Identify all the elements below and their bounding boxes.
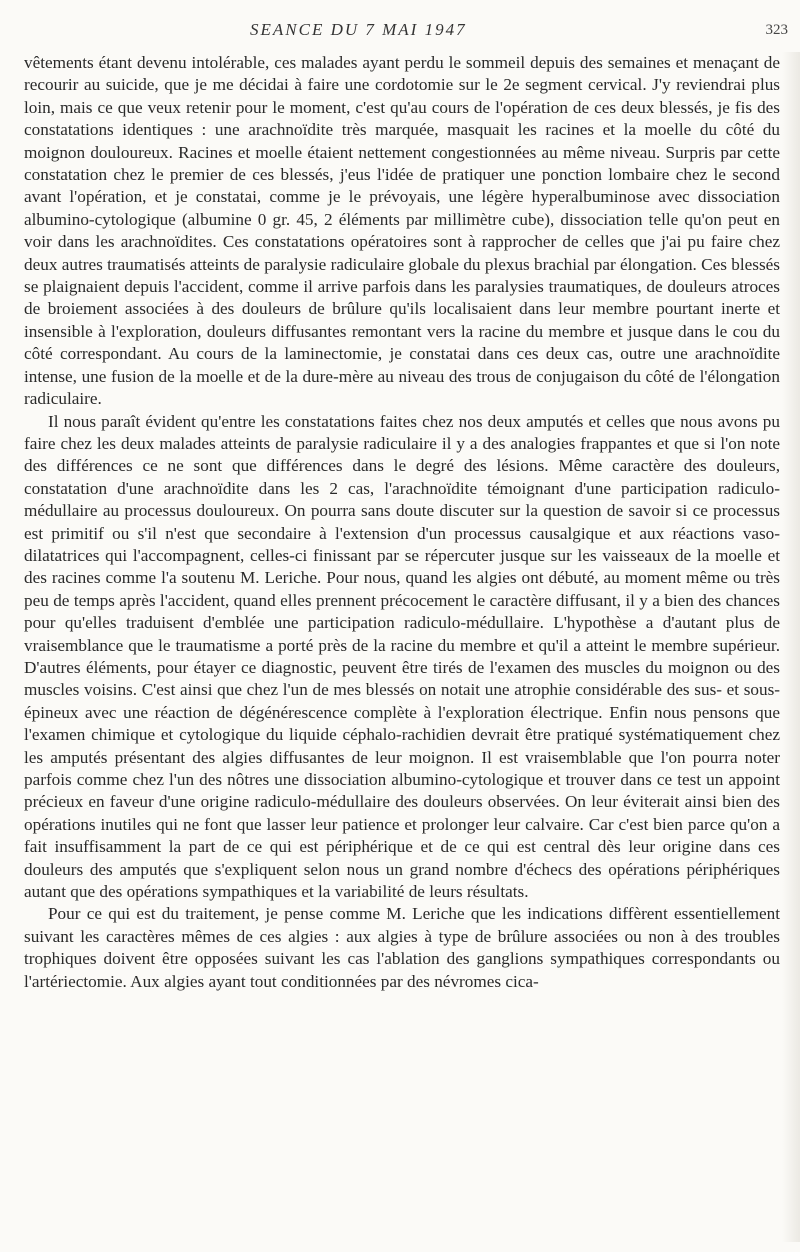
paragraph-treatment: Pour ce qui est du traitement, je pense comme M. Leriche que les indications diffèrent essentiellement suivant les caractères mêmes de ces algies : aux algies à type de brûlure associées ou non à des troubles trophiques doivent être opposées suivant les cas l'ablation des ganglions sympathiques correspondants ou l'artériectomie. Aux algies ayant tout conditionnées par des névromes cica-: [24, 904, 780, 991]
running-head: SEANCE DU 7 MAI 1947: [250, 20, 467, 39]
paragraph-continuation: vêtements étant devenu intolérable, ces malades ayant perdu le sommeil depuis des semaines et menaçant de recourir au suicide, que je me décidai à faire une cordotomie sur le 2e segment cervical. J'y reviendrai plus loin, mais ce que veux retenir pour le moment, c'est qu'au cours de l'opération de ces deux blessés, je fis des constatations identiques : une arachnoïdite très marquée, masquait les racines et la moelle du côté du moignon douloureux. Racines et moelle étaient nettement congestionnées au même niveau. Surpris par cette constatation chez le premier de ces blessés, j'eus l'idée de pratiquer une ponction lombaire chez le second avant l'opération, et je constatai, comme je le prévoyais, une légère hyperalbuminose avec dissociation albumino-cytologique (albumine 0 gr. 45, 2 éléments par millimètre cube), dissociation telle qu'on peut en voir dans les arachnoïdites. Ces constatations opératoires sont à rapprocher de celles que j'ai pu faire chez deux autres traumatisés atteints de paralysie radiculaire globale du plexus brachial par élongation. Ces blessés se plaignaient depuis l'accident, comme il arrive parfois dans les paralysies traumatiques, de douleurs atroces de broiement associées à des douleurs de brûlure qu'ils localisaient dans leur membre pourtant inerte et insensible à l'exploration, douleurs diffusantes remontant vers la racine du membre et jusque dans le cou du côté correspondant. Au cours de la laminectomie, je constatai dans ces deux cas, outre une arachnoïdite intense, une fusion de la moelle et de la dure-mère au niveau des trous de conjugaison du côté de l'élongation radiculaire.: [24, 53, 780, 409]
page-header: [0, 20, 800, 46]
facing-page-bleed: [782, 52, 800, 1242]
body-text: [24, 52, 780, 993]
page-number: 323: [765, 22, 788, 38]
paragraph-analysis: Il nous paraît évident qu'entre les constatations faites chez nos deux amputés et celles que nous avons pu faire chez les deux malades atteints de paralysie radiculaire il y a des analogies frappantes et que si l'on note des différences ce ne sont que différences dans le degré des lésions. Même caractère des douleurs, constatation d'une arachnoïdite dans les 2 cas, l'arachnoïdite témoignant d'une participation radiculo-médullaire au processus douloureux. On pourra sans doute discuter sur la question de savoir si ce processus est primitif ou s'il n'est que secondaire à l'extension d'un processus causalgique et aux réactions vaso-dilatatrices qui l'accompagnent, celles-ci finissant par se répercuter jusque sur les vaisseaux de la moelle et des racines comme l'a soutenu M. Leriche. Pour nous, quand les algies ont débuté, au moment même ou très peu de temps après l'accident, quand elles prennent précocement le caractère diffusant, il y a bien des chances pour qu'elles traduisent d'emblée une participation radiculo-médullaire. L'hypothèse a d'autant plus de vraisemblance que le traumatisme a porté près de la racine du membre et qu'il a atteint le membre supérieur. D'autres éléments, pour étayer ce diagnostic, peuvent être tirés de l'examen des muscles du moignon ou des muscles voisins. C'est ainsi que chez l'un de mes blessés on notait une atrophie considérable des sus- et sous-épineux avec une réaction de dégénérescence complète à l'exploration électrique. Enfin nous pensons que l'examen chimique et cytologique du liquide céphalo-rachidien devrait être pratiqué systématiquement chez les amputés présentant des algies diffusantes de leur moignon. Il est vraisemblable que l'on pourra noter parfois comme chez l'un des nôtres une dissociation albumino-cytologique et trouver dans ce test un appoint précieux en faveur d'une origine radiculo-médullaire des douleurs observées. On leur éviterait ainsi bien des opérations inutiles qui ne font que lasser leur patience et prolonger leur calvaire. Car c'est bien parce qu'on a fait insuffisamment la part de ce qui est périphérique et de ce qui est central dès leur origine dans ces douleurs des amputés que s'expliquent selon nous un grand nombre d'échecs des opérations périphériques autant que des opérations sympathiques et la variabilité de leurs résultats.: [24, 411, 780, 902]
